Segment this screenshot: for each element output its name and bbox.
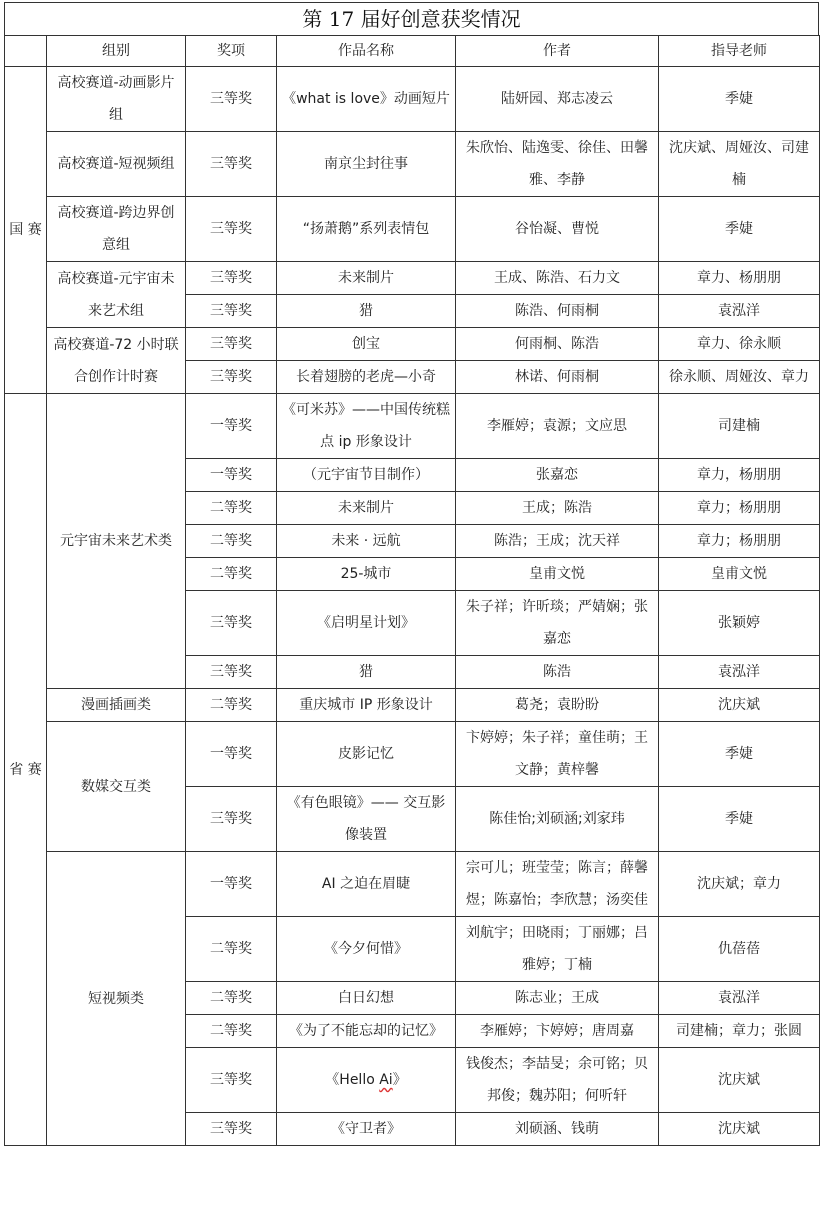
award-cell: 三等奖 — [186, 656, 277, 689]
group-cell: 高校赛道-动画影片组 — [47, 67, 186, 132]
work-cell: 长着翅膀的老虎—小奇 — [277, 361, 456, 394]
advisor-cell: 仇蓓蓓 — [659, 917, 820, 982]
advisor-cell: 章力；杨朋朋 — [659, 525, 820, 558]
work-cell: 《有色眼镜》—— 交互影像装置 — [277, 787, 456, 852]
advisor-cell: 沈庆斌 — [659, 1048, 820, 1113]
table-row — [5, 722, 820, 787]
author-cell: 李雁婷；袁源；文应思 — [456, 394, 659, 459]
award-cell: 三等奖 — [186, 197, 277, 262]
advisor-cell: 章力，杨朋朋 — [659, 459, 820, 492]
advisor-cell: 季婕 — [659, 67, 820, 132]
advisor-cell: 沈庆斌 — [659, 1113, 820, 1146]
award-cell: 三等奖 — [186, 361, 277, 394]
advisor-cell: 沈庆斌；章力 — [659, 852, 820, 917]
author-cell: 葛尧；袁盼盼 — [456, 689, 659, 722]
author-header: 作者 — [456, 36, 659, 67]
advisor-cell: 袁泓洋 — [659, 982, 820, 1015]
table-row — [5, 328, 820, 361]
work-cell: 《启明星计划》 — [277, 591, 456, 656]
work-cell: 《为了不能忘却的记忆》 — [277, 1015, 456, 1048]
spellcheck-marked-word: Ai — [379, 1072, 393, 1088]
awards-table — [4, 35, 820, 1146]
author-cell: 刘航宇；田晓雨；丁丽娜；吕雅婷；丁楠 — [456, 917, 659, 982]
work-cell: 皮影记忆 — [277, 722, 456, 787]
award-cell: 二等奖 — [186, 492, 277, 525]
advisor-cell: 沈庆斌 — [659, 689, 820, 722]
work-cell: 25-城市 — [277, 558, 456, 591]
awards-document — [4, 2, 819, 1146]
table-row — [5, 132, 820, 197]
author-cell: 林诺、何雨桐 — [456, 361, 659, 394]
table-row — [5, 197, 820, 262]
work-cell: 未来制片 — [277, 262, 456, 295]
work-cell: 猎 — [277, 295, 456, 328]
award-cell: 一等奖 — [186, 852, 277, 917]
advisor-cell: 章力；杨朋朋 — [659, 492, 820, 525]
work-cell: 《今夕何惜》 — [277, 917, 456, 982]
group-header: 组别 — [47, 36, 186, 67]
table-row — [5, 852, 820, 917]
advisor-header: 指导老师 — [659, 36, 820, 67]
author-cell: 陈浩 — [456, 656, 659, 689]
work-cell: AI 之迫在眉睫 — [277, 852, 456, 917]
author-cell: 陈浩、何雨桐 — [456, 295, 659, 328]
work-text-prefix: 《Hello — [325, 1072, 380, 1088]
award-cell: 二等奖 — [186, 1015, 277, 1048]
author-cell: 宗可儿；班莹莹；陈言；薛馨煜；陈嘉怡；李欣慧；汤奕佳 — [456, 852, 659, 917]
author-cell: 王成、陈浩、石力文 — [456, 262, 659, 295]
advisor-cell: 司建楠；章力；张圆 — [659, 1015, 820, 1048]
award-cell: 二等奖 — [186, 689, 277, 722]
award-cell: 三等奖 — [186, 1048, 277, 1113]
group-cell: 高校赛道-元宇宙未来艺术组 — [47, 262, 186, 328]
award-cell: 一等奖 — [186, 722, 277, 787]
national-level-cell: 国 赛 — [5, 67, 47, 394]
author-cell: 钱俊杰；李喆旻；余可铭；贝邦俊；魏苏阳；何听轩 — [456, 1048, 659, 1113]
group-cell: 元宇宙未来艺术类 — [47, 394, 186, 689]
work-text-suffix: 》 — [392, 1072, 407, 1088]
advisor-cell: 袁泓洋 — [659, 295, 820, 328]
award-cell: 三等奖 — [186, 262, 277, 295]
header-row — [5, 36, 820, 67]
group-cell: 高校赛道-72 小时联合创作计时赛 — [47, 328, 186, 394]
award-cell: 二等奖 — [186, 525, 277, 558]
work-cell: 白日幻想 — [277, 982, 456, 1015]
advisor-cell: 季婕 — [659, 787, 820, 852]
advisor-cell: 徐永顺、周娅汝、章力 — [659, 361, 820, 394]
author-cell: 谷怡凝、曹悦 — [456, 197, 659, 262]
award-cell: 三等奖 — [186, 67, 277, 132]
work-cell: “扬萧鹅”系列表情包 — [277, 197, 456, 262]
award-cell: 二等奖 — [186, 917, 277, 982]
advisor-cell: 季婕 — [659, 197, 820, 262]
award-cell: 二等奖 — [186, 558, 277, 591]
table-row — [5, 394, 820, 459]
group-cell: 高校赛道-短视频组 — [47, 132, 186, 197]
author-cell: 朱子祥；许昕琰；严婧娴；张嘉恋 — [456, 591, 659, 656]
advisor-cell: 章力、杨朋朋 — [659, 262, 820, 295]
table-row — [5, 67, 820, 132]
group-cell: 短视频类 — [47, 852, 186, 1146]
award-cell: 三等奖 — [186, 1113, 277, 1146]
author-cell: 何雨桐、陈浩 — [456, 328, 659, 361]
work-cell: 未来 · 远航 — [277, 525, 456, 558]
advisor-cell: 季婕 — [659, 722, 820, 787]
work-cell — [277, 1048, 456, 1113]
work-cell: 《守卫者》 — [277, 1113, 456, 1146]
level-header — [5, 36, 47, 67]
author-cell: 陆妍园、郑志凌云 — [456, 67, 659, 132]
award-cell: 三等奖 — [186, 132, 277, 197]
author-cell: 朱欣怡、陆逸雯、徐佳、田馨雅、李静 — [456, 132, 659, 197]
award-cell: 二等奖 — [186, 982, 277, 1015]
work-cell: 南京尘封往事 — [277, 132, 456, 197]
work-cell: 未来制片 — [277, 492, 456, 525]
author-cell: 刘硕涵、钱萌 — [456, 1113, 659, 1146]
author-cell: 李雁婷；卞婷婷；唐周嘉 — [456, 1015, 659, 1048]
award-cell: 三等奖 — [186, 787, 277, 852]
advisor-cell: 沈庆斌、周娅汝、司建楠 — [659, 132, 820, 197]
author-cell: 卞婷婷；朱子祥；童佳萌；王文静；黄梓馨 — [456, 722, 659, 787]
advisor-cell: 司建楠 — [659, 394, 820, 459]
table-row — [5, 689, 820, 722]
award-cell: 一等奖 — [186, 394, 277, 459]
author-cell: 陈志业；王成 — [456, 982, 659, 1015]
table-row — [5, 262, 820, 295]
award-header: 奖项 — [186, 36, 277, 67]
group-cell: 漫画插画类 — [47, 689, 186, 722]
work-cell: 《what is love》动画短片 — [277, 67, 456, 132]
group-cell: 数媒交互类 — [47, 722, 186, 852]
advisor-cell: 张颖婷 — [659, 591, 820, 656]
author-cell: 皇甫文悦 — [456, 558, 659, 591]
award-cell: 三等奖 — [186, 295, 277, 328]
award-cell: 三等奖 — [186, 591, 277, 656]
award-cell: 一等奖 — [186, 459, 277, 492]
provincial-level-cell: 省 赛 — [5, 394, 47, 1146]
advisor-cell: 章力、徐永顺 — [659, 328, 820, 361]
work-cell: 《可米苏》——中国传统糕点 ip 形象设计 — [277, 394, 456, 459]
work-header: 作品名称 — [277, 36, 456, 67]
award-cell: 三等奖 — [186, 328, 277, 361]
advisor-cell: 皇甫文悦 — [659, 558, 820, 591]
group-cell: 高校赛道-跨边界创意组 — [47, 197, 186, 262]
advisor-cell: 袁泓洋 — [659, 656, 820, 689]
author-cell: 张嘉恋 — [456, 459, 659, 492]
work-cell: 猎 — [277, 656, 456, 689]
document-title: 第 17 届好创意获奖情况 — [4, 2, 819, 35]
author-cell: 陈浩；王成；沈天祥 — [456, 525, 659, 558]
work-cell: 创宝 — [277, 328, 456, 361]
author-cell: 陈佳怡;刘硕涵;刘家玮 — [456, 787, 659, 852]
work-cell: 重庆城市 IP 形象设计 — [277, 689, 456, 722]
work-cell: （元宇宙节目制作） — [277, 459, 456, 492]
author-cell: 王成；陈浩 — [456, 492, 659, 525]
